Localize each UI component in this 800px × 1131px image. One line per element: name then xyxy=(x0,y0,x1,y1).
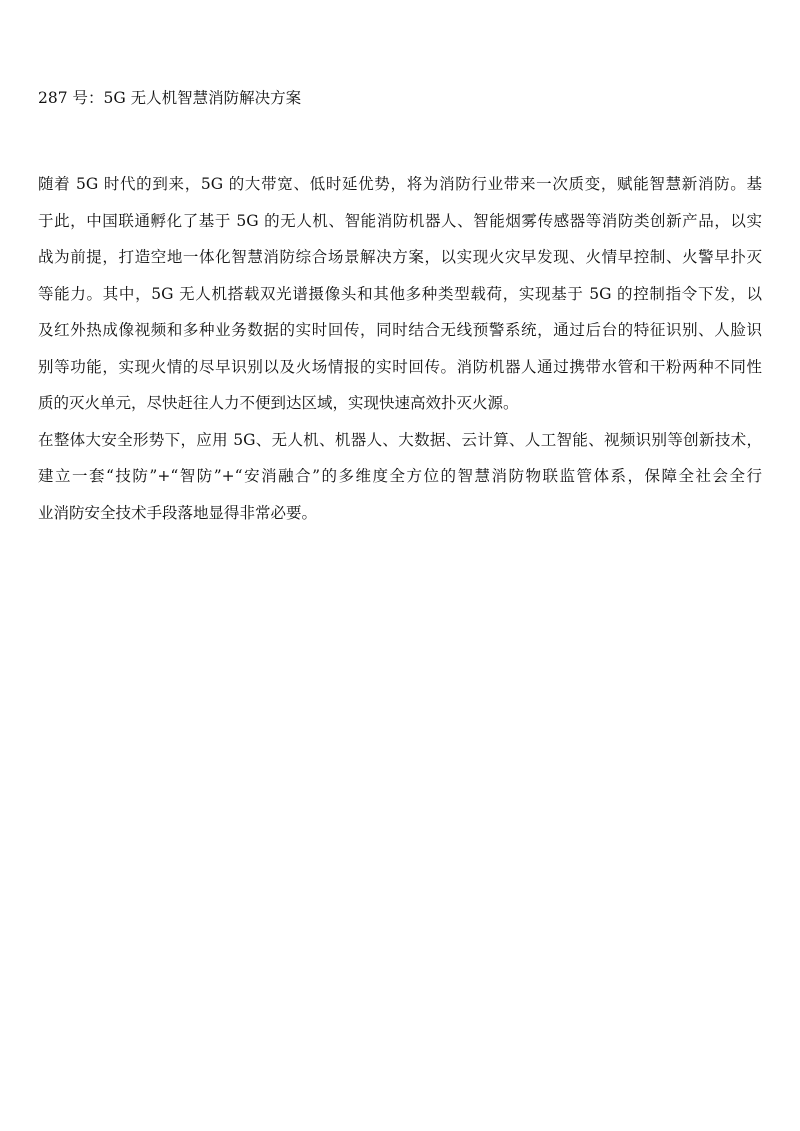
document-title: 287 号：5G 无人机智慧消防解决方案 xyxy=(38,89,302,107)
paragraph-line: 业消防安全技术手段落地显得非常必要。 xyxy=(38,503,318,522)
paragraph-line: 质的灭火单元，尽快赶往人力不便到达区域，实现快速高效扑灭火源。 xyxy=(38,394,519,412)
paragraph-line: 建立一套“技防”+“智防”+“安消融合”的多维度全方位的智慧消防物联监管体系，保障全社会全行 xyxy=(38,467,762,485)
paragraph-line: 等能力。其中，5G 无人机搭载双光谱摄像头和其他多种类型载荷，实现基于 5G 的控制指令下发，以 xyxy=(38,284,762,303)
paragraph-1 xyxy=(38,166,762,422)
paragraph-line: 随着 5G 时代的到来，5G 的大带宽、低时延优势，将为消防行业带来一次质变，赋能智慧新消防。基 xyxy=(38,175,762,193)
document-body xyxy=(38,166,762,531)
paragraph-line: 于此，中国联通孵化了基于 5G 的无人机、智能消防机器人、智能烟雾传感器等消防类创新产品，以实 xyxy=(38,211,762,230)
paragraph-line: 别等功能，实现火情的尽早识别以及火场情报的实时回传。消防机器人通过携带水管和干粉两种不同性 xyxy=(38,357,762,376)
paragraph-line: 及红外热成像视频和多种业务数据的实时回传，同时结合无线预警系统，通过后台的特征识别、人脸识 xyxy=(38,321,762,339)
paragraph-line: 在整体大安全形势下，应用 5G、无人机、机器人、大数据、云计算、人工智能、视频识别等创新技术， xyxy=(38,430,762,449)
paragraph-2 xyxy=(38,422,762,532)
paragraph-line: 战为前提，打造空地一体化智慧消防综合场景解决方案，以实现火灾早发现、火情早控制、火警早扑灭 xyxy=(38,248,762,266)
